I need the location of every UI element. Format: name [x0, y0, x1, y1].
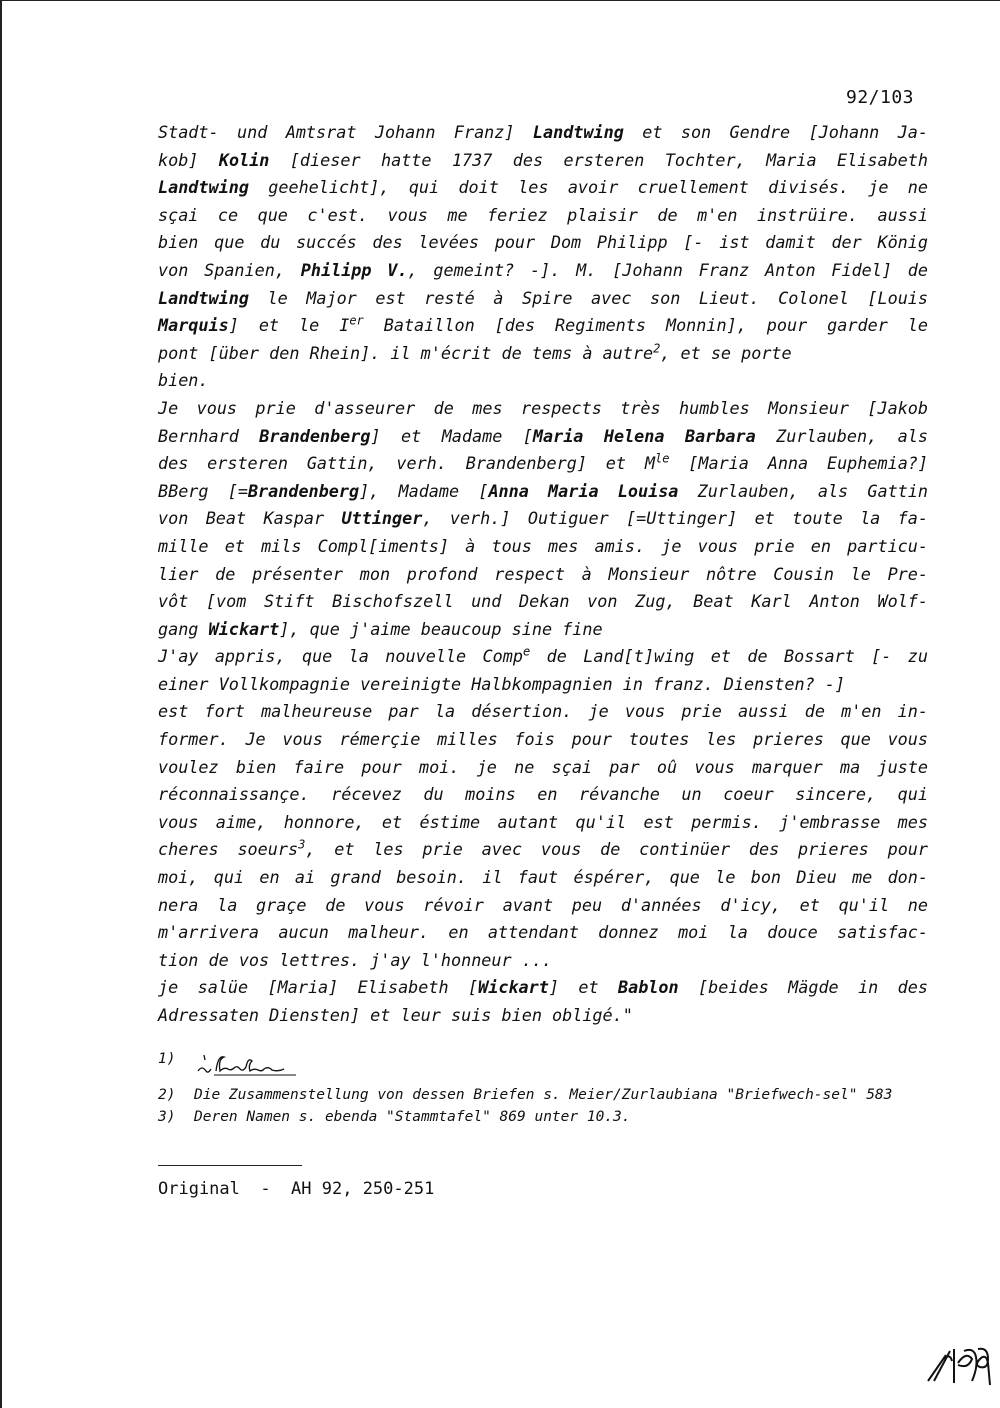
superscript: le: [654, 451, 670, 466]
text-line: [158, 505, 928, 533]
text-run: cheres soeurs: [158, 839, 299, 860]
footnote-number: 1): [158, 1051, 176, 1067]
source-reference: Original - AH 92, 250-251: [158, 1179, 435, 1199]
text-line: [158, 285, 928, 313]
text-line: [158, 974, 928, 1002]
text-line: [158, 726, 928, 754]
text-run: et son Gendre [Johann Ja-: [623, 122, 928, 142]
text-run: le Major est resté à Spire avec son Lieut. Colonel [Louis: [248, 287, 928, 308]
text-run: Stadt- und Amtsrat Johann Franz]: [158, 122, 533, 142]
text-run: bien.: [158, 370, 209, 391]
text-run: ], que j'aime beaucoup sine fine: [279, 618, 603, 639]
text-line: [158, 836, 928, 864]
letter-body: [158, 119, 928, 1030]
text-run: des ersteren Gattin, verh. Brandenberg] et M: [158, 453, 655, 474]
bold-name: Brandenberg: [259, 425, 371, 446]
text-line: [158, 698, 928, 726]
text-line: [158, 423, 928, 451]
text-run: de Land[t]wing et de Bossart [- zu: [530, 646, 928, 667]
text-run: Bataillon [des Regiments Monnin], pour garder le: [363, 315, 928, 336]
text-run: einer Vollkompagnie vereinigte Halbkompagnien in franz. Diensten? -]: [158, 673, 846, 694]
text-run: je salüe [Maria] Elisabeth [: [158, 977, 479, 998]
footnote-3: [158, 1107, 928, 1127]
text-line: [158, 257, 928, 285]
footnote-1: [158, 1049, 928, 1083]
bold-name: Brandenberg: [247, 480, 360, 501]
text-run: ] et Madame [: [370, 425, 533, 446]
text-line: [158, 781, 928, 809]
superscript: er: [349, 313, 364, 328]
text-run: [beides Mägde in des: [678, 977, 928, 998]
handwritten-signature: [194, 1049, 304, 1077]
text-line: [158, 312, 928, 340]
archive-page-stamp: [924, 1341, 994, 1389]
text-line: [158, 864, 928, 892]
divider: [158, 1165, 302, 1166]
footnote-text: Die Zusammenstellung von dessen Briefen s. Meier/Zurlaubiana "Briefwech-sel" 583: [194, 1087, 893, 1103]
text-run: sçai ce que c'est. vous me feriez plaisir de m'en instrüire. aussi: [158, 204, 928, 225]
bold-name: Landtwing: [158, 177, 249, 198]
text-line: [158, 229, 928, 257]
text-run: von Spanien,: [158, 259, 301, 280]
superscript: 3: [298, 837, 306, 852]
text-run: lier de présenter mon profond respect à Monsieur nôtre Cousin le Pre-: [158, 563, 928, 584]
text-run: est fort malheureuse par la désertion. je vous prie aussi de m'en in-: [158, 701, 928, 722]
text-line: [158, 340, 928, 368]
footnote-number: 3): [158, 1109, 176, 1125]
text-run: voulez bien faire pour moi. je ne sçai par oû vous marquer ma juste: [158, 756, 928, 777]
text-line: [158, 119, 928, 147]
text-run: J'ay appris, que la nouvelle Comp: [158, 646, 523, 667]
text-run: , verh.] Outiguer [=Uttinger] et toute la fa-: [422, 508, 928, 529]
text-line: [158, 588, 928, 616]
text-run: réconnaissançe. récevez du moins en révanche un coeur sincere, qui: [158, 784, 928, 805]
text-run: ], Madame [: [359, 480, 489, 501]
text-run: ] et le I: [228, 315, 350, 336]
text-line: [158, 1002, 928, 1030]
signature-image: [194, 1049, 928, 1083]
bold-name: Marquis: [158, 315, 229, 336]
bold-name: Landtwing: [158, 287, 249, 308]
text-line: [158, 947, 928, 975]
text-line: [158, 450, 928, 478]
text-line: [158, 892, 928, 920]
text-run: BBerg [=: [158, 480, 248, 501]
text-run: Je vous prie d'asseurer de mes respects très humbles Monsieur [Jakob: [158, 397, 928, 418]
text-line: [158, 395, 928, 423]
text-line: [158, 643, 928, 671]
text-run: Adressaten Diensten] et leur suis bien obligé.": [158, 1005, 633, 1025]
text-line: [158, 919, 928, 947]
footnote-2: [158, 1085, 928, 1105]
text-run: ] et: [548, 977, 618, 998]
text-run: , gemeint? -]. M. [Johann Franz Anton Fidel] de: [407, 259, 929, 280]
text-run: vous aime, honnore, et éstime autant qu'il est permis. j'embrasse mes: [158, 811, 928, 832]
text-line: [158, 533, 928, 561]
superscript: 2: [653, 341, 661, 356]
bold-name: Landtwing: [532, 122, 624, 142]
text-run: m'arrivera aucun malheur. en attendant donnez moi la douce satisfac-: [158, 922, 928, 943]
text-run: [Maria Anna Euphemia?]: [669, 453, 929, 474]
text-run: nera la graçe de vous révoir avant peu d'années d'icy, et qu'il ne: [158, 894, 928, 915]
text-run: vôt [vom Stift Bischofszell und Dekan von Zug, Beat Karl Anton Wolf-: [158, 591, 928, 612]
page-number: 92/103: [846, 87, 915, 108]
text-line: [158, 809, 928, 837]
bold-name: Wickart: [208, 618, 280, 639]
bold-name: Maria Helena Barbara: [532, 425, 756, 446]
text-line: [158, 367, 928, 395]
text-run: geehelicht], qui doit les avoir cruellement divisés. je ne: [248, 177, 928, 198]
footnotes: [158, 1049, 928, 1129]
text-line: [158, 561, 928, 589]
bold-name: Anna Maria Louisa: [488, 480, 679, 501]
footnote-number: 2): [158, 1087, 176, 1103]
text-line: [158, 478, 928, 506]
text-line: [158, 616, 928, 644]
bold-name: Philipp V.: [300, 259, 408, 280]
text-run: pont [über den Rhein]. il m'écrit de tems à autre: [158, 342, 654, 363]
text-run: , et se porte: [660, 342, 792, 363]
text-run: mille et mils Compl[iments] à tous mes amis. je vous prie en particu-: [158, 535, 928, 556]
bold-name: Wickart: [478, 977, 549, 998]
superscript: e: [522, 644, 531, 659]
text-line: [158, 174, 928, 202]
text-run: former. Je vous rémerçie milles fois pour toutes les prieres que vous: [158, 729, 928, 750]
text-run: von Beat Kaspar: [158, 508, 342, 529]
bold-name: Uttinger: [341, 508, 423, 529]
footnote-text: Deren Namen s. ebenda "Stammtafel" 869 unter 10.3.: [194, 1109, 631, 1125]
text-run: [dieser hatte 1737 des ersteren Tochter, Maria Elisabeth: [269, 149, 928, 170]
text-line: [158, 754, 928, 782]
text-line: [158, 671, 928, 699]
text-line: [158, 202, 928, 230]
bold-name: Kolin: [218, 149, 270, 170]
text-run: kob]: [158, 149, 219, 170]
text-run: bien que du succés des levées pour Dom Philipp [- ist damit der König: [158, 232, 928, 253]
text-line: [158, 147, 928, 175]
text-run: Zurlauben, als: [755, 425, 928, 446]
text-run: tion de vos lettres. j'ay l'honneur ...: [158, 949, 553, 970]
text-run: moi, qui en ai grand besoin. il faut éspérer, que le bon Dieu me don-: [158, 867, 928, 888]
bold-name: Bablon: [617, 977, 679, 998]
text-run: gang: [158, 618, 209, 639]
text-run: Zurlauben, als Gattin: [678, 480, 928, 501]
text-run: , et les prie avec vous de continüer des prieres pour: [305, 839, 929, 860]
text-run: Bernhard: [158, 425, 260, 446]
